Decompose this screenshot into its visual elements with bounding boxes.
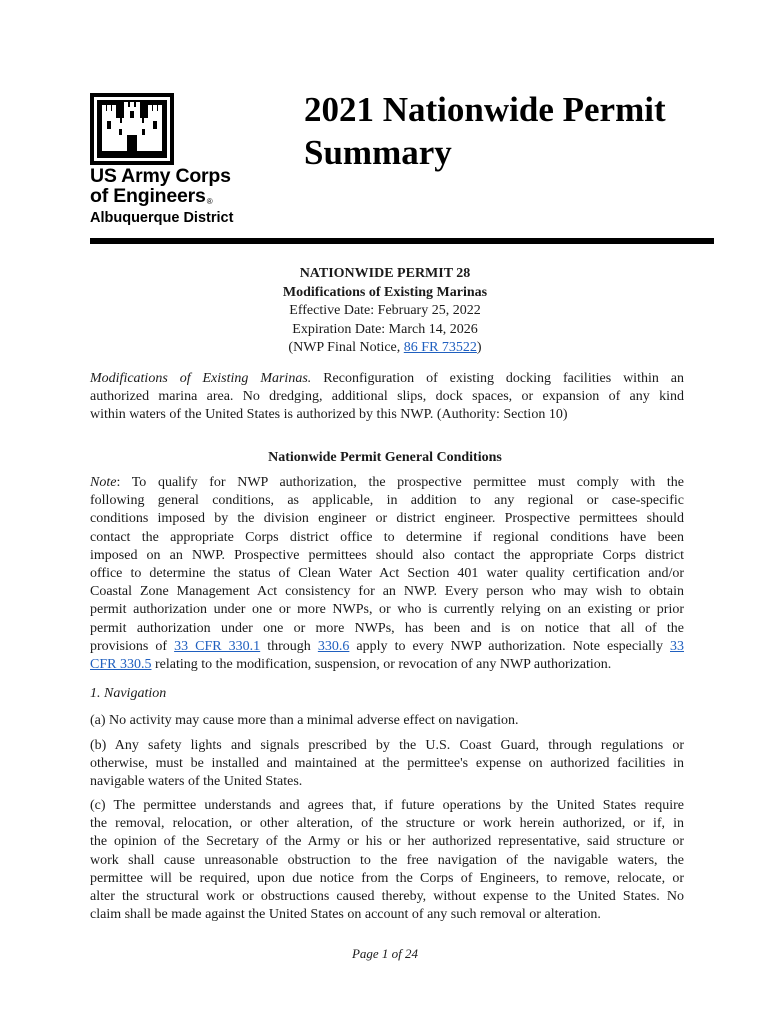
permit-name: Modifications of Existing Marinas bbox=[282, 284, 488, 300]
general-conditions-note bbox=[90, 474, 684, 674]
condition-line: (a) No activity may cause more than a minimal adverse effect on navigation. bbox=[90, 713, 519, 728]
permit-number: NATIONWIDE PERMIT 28 bbox=[299, 266, 471, 281]
condition-1-title: 1. Navigation bbox=[90, 686, 167, 701]
condition-line: the removal, relocation, or other alteration, of the structure or work herein authorized, or if, in bbox=[90, 816, 684, 832]
note-line: imposed on an NWP. Prospective permittees should also contact the appropriate Corps district bbox=[90, 547, 684, 563]
note-last-line-rest: relating to the modification, suspension, or revocation of any NWP authorization. bbox=[151, 657, 612, 673]
through-text: through bbox=[260, 638, 318, 654]
registered-mark: ® bbox=[206, 197, 213, 206]
note-line: permit authorization under one or more NWPs, or who is currently relying on an existing or prior bbox=[90, 602, 684, 618]
cfr-330-5-link-part1[interactable]: 33 bbox=[670, 638, 685, 654]
district-name: Albuquerque District bbox=[90, 210, 234, 226]
description-lead: Modifications of Existing Marinas. bbox=[90, 371, 312, 386]
condition-1b bbox=[90, 737, 684, 792]
condition-line: permittee will be required, upon due notice from the Corps of Engineers, to remove, relocate, or bbox=[90, 870, 684, 886]
final-notice bbox=[90, 339, 680, 358]
note-line bbox=[90, 474, 684, 492]
provisions-prefix: provisions of bbox=[90, 638, 175, 654]
org-name-line2 bbox=[90, 186, 212, 212]
general-conditions-heading: Nationwide Permit General Conditions bbox=[268, 450, 502, 465]
condition-line: otherwise, must be installed and maintained at the permittee's expense on authorized facilities in bbox=[90, 756, 684, 772]
condition-line: (b) Any safety lights and signals prescribed by the U.S. Coast Guard, through regulations or bbox=[90, 738, 684, 753]
description-line1-rest: Reconfiguration of existing docking facilities within an bbox=[311, 371, 684, 386]
page-title-line2: Summary bbox=[304, 133, 452, 172]
condition-line: the opinion of the Secretary of the Army or his or her authorized representative, said structure or bbox=[90, 834, 684, 850]
condition-1a bbox=[90, 712, 684, 730]
org-name-line2-text: of Engineers bbox=[90, 185, 206, 207]
expiration-date: Expiration Date: March 14, 2026 bbox=[292, 321, 478, 337]
note-line: contact the appropriate Corps district office to determine if regional conditions have been bbox=[90, 529, 684, 545]
provisions-mid: apply to every NWP authorization. Note especially bbox=[349, 638, 671, 654]
note-line: conditions imposed by the division engineer or district engineer. Prospective permittees should bbox=[90, 511, 684, 527]
fr-notice-link[interactable]: 86 FR 73522 bbox=[403, 340, 477, 356]
usace-castle-logo bbox=[90, 93, 174, 165]
page-title bbox=[304, 88, 666, 174]
effective-date: Effective Date: February 25, 2022 bbox=[289, 303, 481, 319]
header-divider bbox=[90, 238, 714, 244]
org-name-line1: US Army Corps bbox=[90, 165, 231, 187]
permit-heading bbox=[90, 265, 680, 358]
condition-1c bbox=[90, 797, 684, 924]
page-number: Page 1 of 24 bbox=[351, 946, 419, 961]
permit-description bbox=[90, 370, 684, 425]
description-line: authorized marina area. No dredging, additional slips, dock spaces, or expansion of any kind bbox=[90, 389, 684, 405]
note-line1-rest: : To qualify for NWP authorization, the prospective permittee must comply with the bbox=[116, 475, 684, 490]
condition-line: claim shall be made against the United States on account of any such removal or alteration. bbox=[90, 907, 601, 923]
note-line bbox=[90, 656, 684, 674]
description-line: within waters of the United States is authorized by this NWP. (Authority: Section 10) bbox=[90, 407, 568, 423]
condition-line: (c) The permittee understands and agrees that, if future operations by the United States require bbox=[90, 798, 684, 813]
note-label: Note bbox=[90, 475, 117, 490]
note-line: following general conditions, as applicable, in addition to any regional or case-specific bbox=[90, 493, 684, 509]
condition-line: alter the structural work or obstructions caused thereby, without expense to the United States. No bbox=[90, 889, 684, 905]
condition-line: work shall cause unreasonable obstruction to the free navigation of the navigable waters, the bbox=[90, 852, 684, 868]
condition-line: navigable waters of the United States. bbox=[90, 774, 303, 790]
cfr-330-1-link[interactable]: 33 CFR 330.1 bbox=[174, 638, 261, 654]
final-notice-suffix: ) bbox=[476, 340, 482, 356]
note-line bbox=[90, 638, 684, 656]
description-line bbox=[90, 370, 684, 388]
cfr-330-6-link[interactable]: 330.6 bbox=[317, 638, 350, 654]
final-notice-prefix: (NWP Final Notice, bbox=[288, 340, 404, 356]
note-line: Coastal Zone Management Act consistency for an NWP. Every person who may wish to obtain bbox=[90, 584, 684, 600]
note-line: office to determine the status of Clean Water Act Section 401 water quality certification and/or bbox=[90, 566, 684, 582]
note-line: permit authorization under one or more NWPs, has been and is on notice that all of the bbox=[90, 620, 684, 636]
cfr-330-5-link-part2[interactable]: CFR 330.5 bbox=[90, 657, 152, 673]
page-title-line1: 2021 Nationwide Permit bbox=[304, 90, 666, 129]
